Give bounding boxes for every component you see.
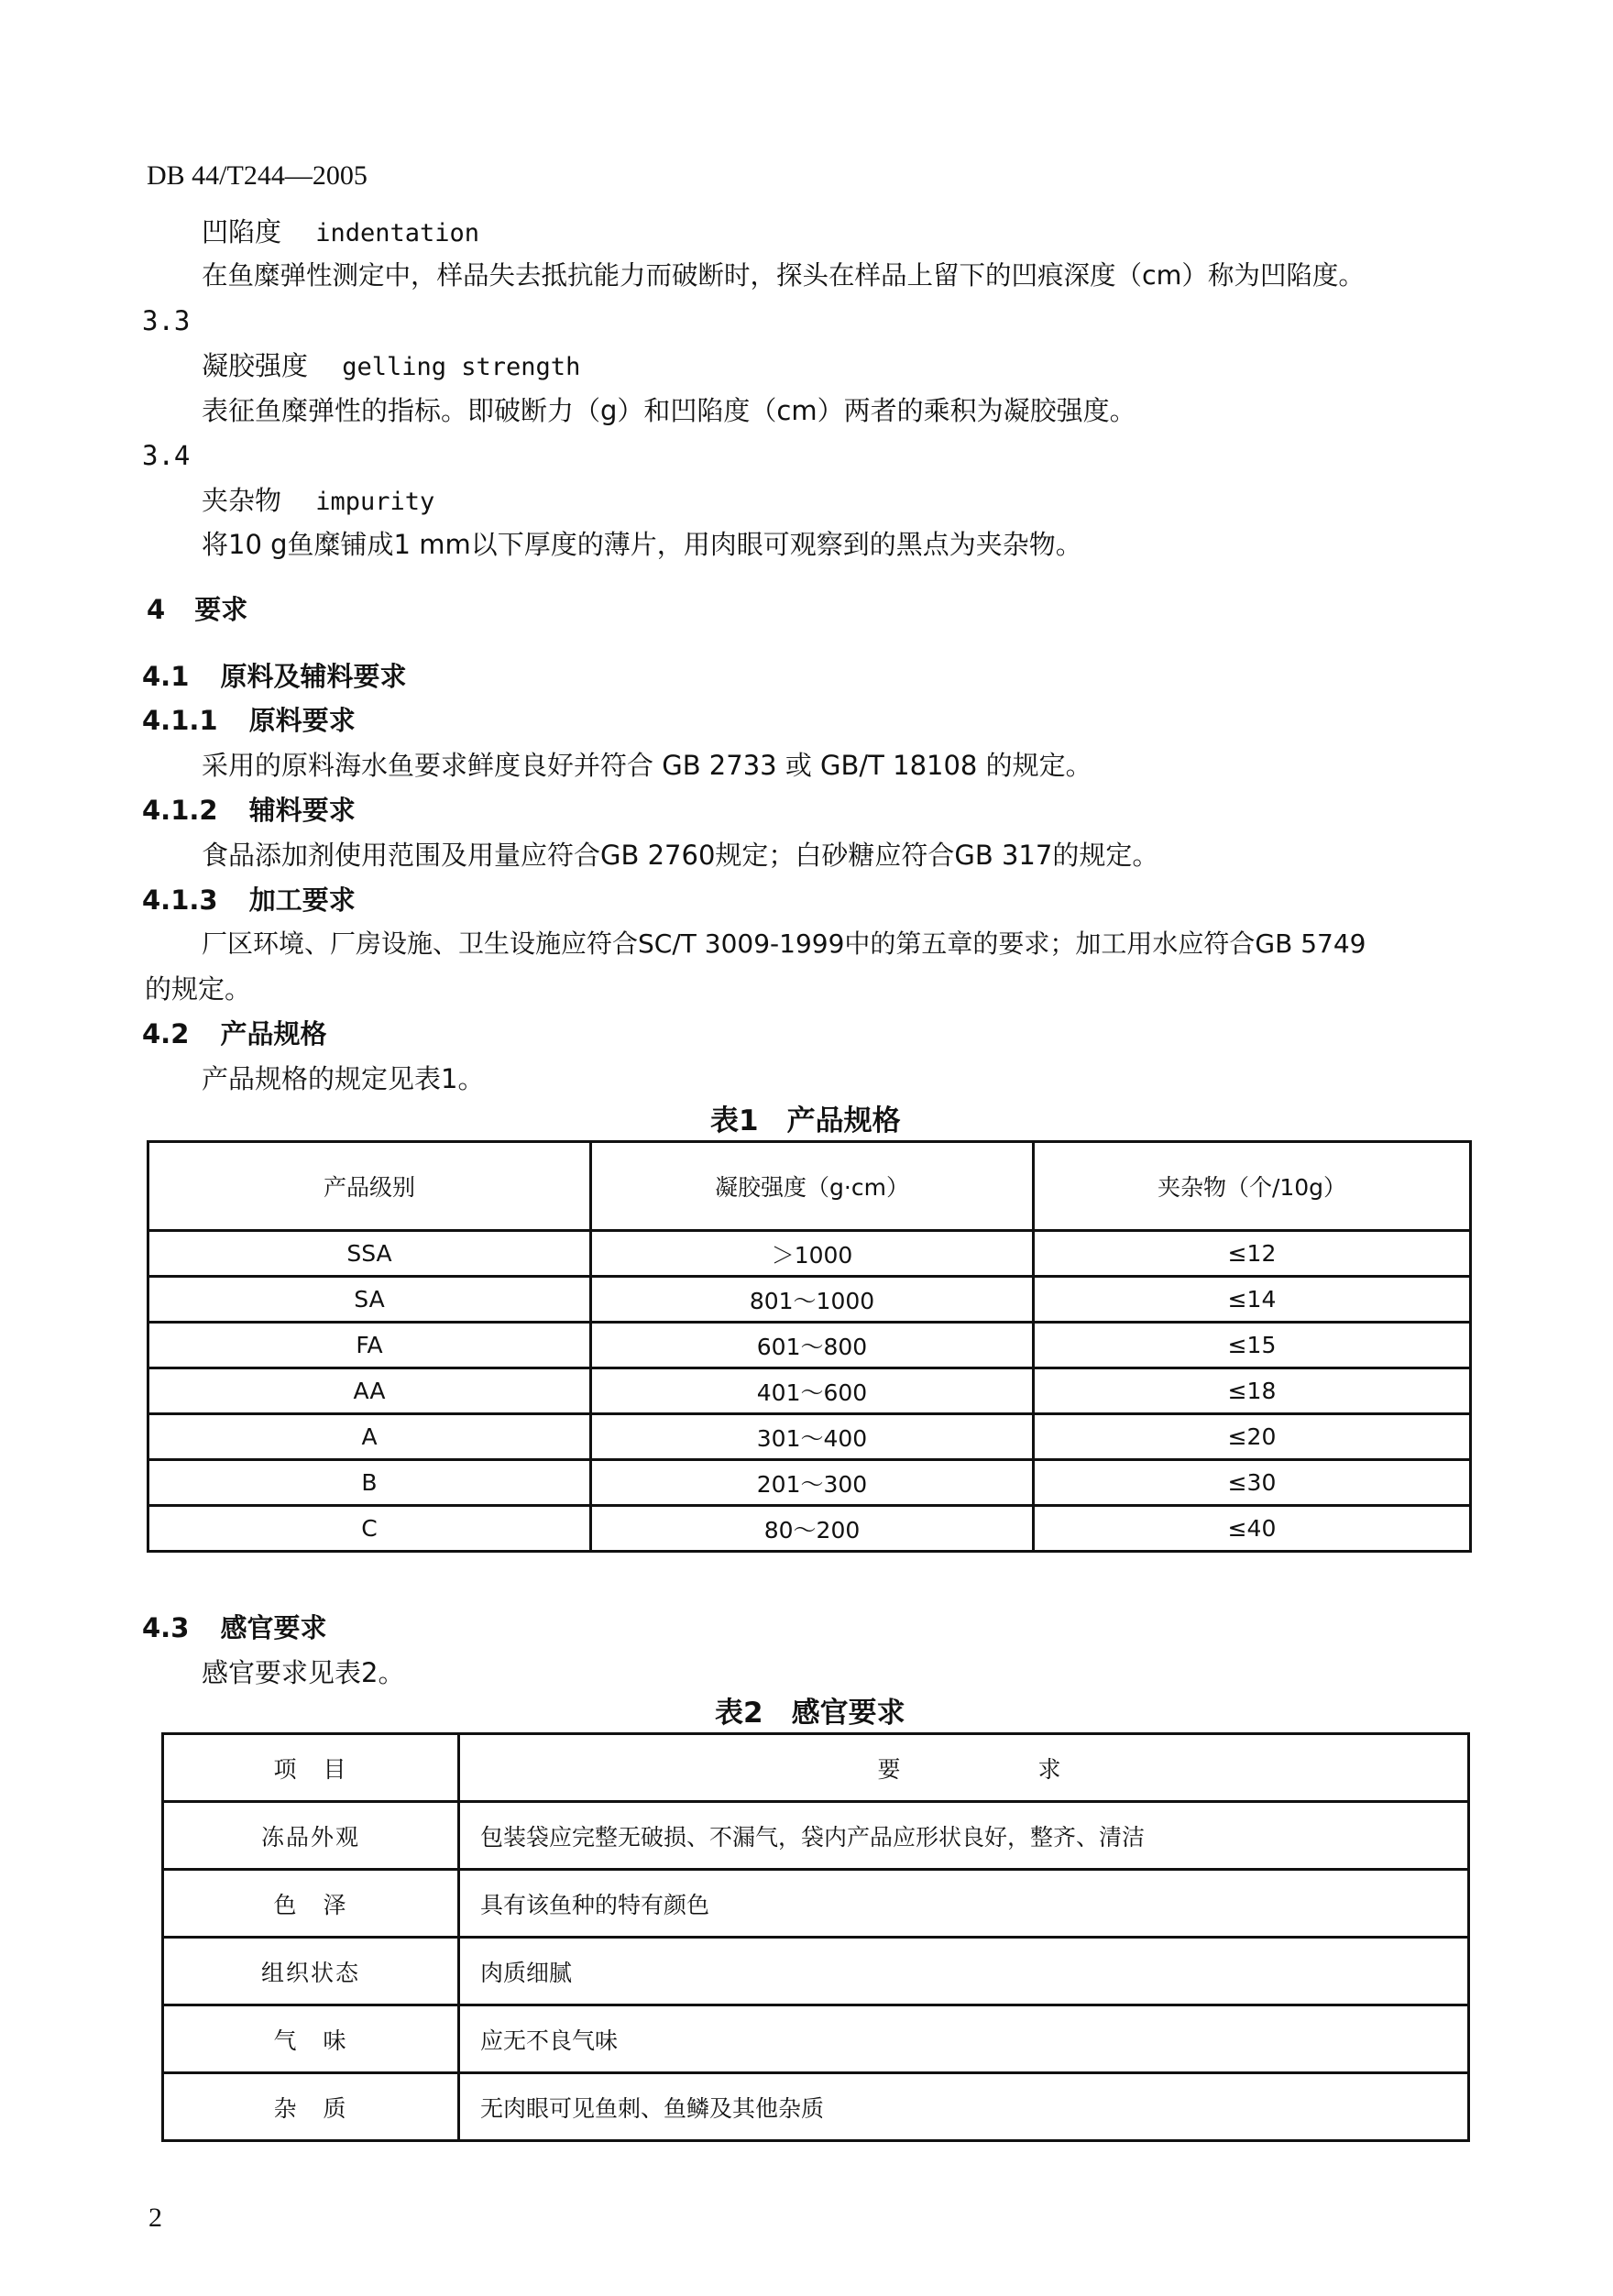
- clause-4-1-1-heading: [142, 702, 356, 739]
- table-row: [163, 2005, 1469, 2073]
- term-3-3: [202, 347, 580, 386]
- table1-cell: ≤12: [1034, 1231, 1471, 1277]
- table1-cell: ≤18: [1034, 1368, 1471, 1414]
- table1-header-row: [148, 1142, 1471, 1231]
- table1-cell: C: [148, 1506, 591, 1552]
- section-4-title: 要求: [194, 594, 248, 625]
- table-row: [148, 1231, 1471, 1277]
- clause-4-2-number: 4.2: [142, 1018, 190, 1049]
- table1-cell: 601～800: [591, 1323, 1034, 1368]
- table-row: [163, 1870, 1469, 1938]
- table1-cell: 401～600: [591, 1368, 1034, 1414]
- clause-4-3-heading: [142, 1609, 327, 1646]
- table1-cell: FA: [148, 1323, 591, 1368]
- clause-4-1-number: 4.1: [142, 661, 190, 692]
- clause-4-3-number: 4.3: [142, 1612, 190, 1643]
- clause-4-2-heading: [142, 1016, 327, 1052]
- clause-4-1-3-text-line2: 的规定。: [145, 973, 252, 1005]
- term-3-2: [202, 214, 479, 252]
- clause-4-1-1-number: 4.1.1: [142, 705, 218, 736]
- table2-requirement-cell: 肉质细腻: [459, 1938, 1469, 2005]
- table2-item-cell: 杂 质: [163, 2073, 459, 2141]
- table1-cell: 201～300: [591, 1460, 1034, 1506]
- table-row: [148, 1323, 1471, 1368]
- table1-caption: 表1 产品规格: [710, 1104, 901, 1137]
- table2-caption: 表2 感官要求: [715, 1697, 905, 1730]
- clause-4-1-2-text: 食品添加剂使用范围及用量应符合GB 2760规定；白砂糖应符合GB 317的规定。: [202, 840, 1159, 871]
- clause-4-1-1-title: 原料要求: [248, 705, 356, 736]
- definition-3-3: 表征鱼糜弹性的指标。即破断力（g）和凹陷度（cm）两者的乘积为凝胶强度。: [202, 395, 1136, 426]
- term-3-4: [202, 482, 434, 521]
- table2-item-cell: 气 味: [163, 2005, 459, 2073]
- term-3-4-en: impurity: [315, 488, 435, 516]
- table-row: [148, 1460, 1471, 1506]
- doc-code: DB 44/T244—2005: [147, 160, 368, 191]
- table-row: [148, 1277, 1471, 1323]
- table2-item-cell: 组织状态: [163, 1938, 459, 2005]
- clause-4-1-2-title: 辅料要求: [248, 795, 356, 826]
- table1-cell: 80～200: [591, 1506, 1034, 1552]
- table2-requirement-cell: 应无不良气味: [459, 2005, 1469, 2073]
- table-row: [163, 2073, 1469, 2141]
- definition-3-4: 将10 g鱼糜铺成1 mm以下厚度的薄片，用肉眼可观察到的黑点为夹杂物。: [202, 529, 1082, 560]
- clause-4-1-3-title: 加工要求: [248, 884, 356, 916]
- clause-number-3-3: 3.3: [142, 305, 191, 336]
- clause-4-1-3-text-line1: 厂区环境、厂房设施、卫生设施应符合SC/T 3009-1999中的第五章的要求；加工用水应符合GB 5749: [202, 928, 1366, 959]
- table1-cell: ≤15: [1034, 1323, 1471, 1368]
- section-4-heading: [147, 591, 247, 628]
- table1-header-impurity: 夹杂物（个/10g）: [1034, 1142, 1471, 1231]
- table2-item-cell: 冻品外观: [163, 1802, 459, 1870]
- table2-requirement-cell: 无肉眼可见鱼刺、鱼鳞及其他杂质: [459, 2073, 1469, 2141]
- table1: [147, 1140, 1472, 1553]
- clause-4-1-2-number: 4.1.2: [142, 795, 218, 826]
- table2-header-row: [163, 1734, 1469, 1802]
- term-3-3-en: gelling strength: [342, 353, 581, 381]
- table1-cell: A: [148, 1414, 591, 1460]
- clause-4-1-3-number: 4.1.3: [142, 884, 218, 916]
- clause-4-1-1-text: 采用的原料海水鱼要求鲜度良好并符合 GB 2733 或 GB/T 18108 的规定。: [202, 750, 1092, 781]
- term-3-4-zh: 夹杂物: [202, 485, 282, 516]
- term-3-2-en: indentation: [315, 219, 480, 247]
- table-row: [163, 1938, 1469, 2005]
- table2-item-cell: 色 泽: [163, 1870, 459, 1938]
- clause-4-2-text: 产品规格的规定见表1。: [202, 1063, 485, 1094]
- table1-header-grade: 产品级别: [148, 1142, 591, 1231]
- table1-cell: ≤14: [1034, 1277, 1471, 1323]
- table1-cell: SA: [148, 1277, 591, 1323]
- table-row: [148, 1506, 1471, 1552]
- table2-requirement-cell: 具有该鱼种的特有颜色: [459, 1870, 1469, 1938]
- section-4-number: 4: [147, 594, 166, 625]
- clause-4-1-title: 原料及辅料要求: [220, 661, 407, 692]
- clause-4-2-title: 产品规格: [220, 1018, 327, 1049]
- clause-number-3-4: 3.4: [142, 440, 191, 471]
- table1-cell: 801～1000: [591, 1277, 1034, 1323]
- table2-header-item: 项 目: [163, 1734, 459, 1802]
- table1-cell: 301～400: [591, 1414, 1034, 1460]
- clause-4-1-2-heading: [142, 792, 356, 829]
- table1-cell: ＞1000: [591, 1231, 1034, 1277]
- table-row: [148, 1368, 1471, 1414]
- clause-4-3-text: 感官要求见表2。: [202, 1657, 405, 1688]
- table1-header-gel-strength: 凝胶强度（g·cm）: [591, 1142, 1034, 1231]
- table1-cell: ≤20: [1034, 1414, 1471, 1460]
- table1-cell: AA: [148, 1368, 591, 1414]
- table2: [161, 1732, 1470, 2142]
- table2-requirement-cell: 包装袋应完整无破损、不漏气，袋内产品应形状良好，整齐、清洁: [459, 1802, 1469, 1870]
- table-row: [163, 1802, 1469, 1870]
- term-3-3-zh: 凝胶强度: [202, 350, 309, 381]
- table1-cell: ≤40: [1034, 1506, 1471, 1552]
- table2-header-requirement: 要 求: [459, 1734, 1469, 1802]
- clause-4-1-3-heading: [142, 882, 356, 918]
- table-row: [148, 1414, 1471, 1460]
- clause-4-3-title: 感官要求: [220, 1612, 327, 1643]
- table1-cell: B: [148, 1460, 591, 1506]
- clause-4-1-heading: [142, 658, 407, 695]
- table1-cell: SSA: [148, 1231, 591, 1277]
- definition-3-2: 在鱼糜弹性测定中，样品失去抵抗能力而破断时，探头在样品上留下的凹痕深度（cm）称为凹陷度。: [202, 260, 1365, 291]
- term-3-2-zh: 凹陷度: [202, 216, 282, 247]
- table1-cell: ≤30: [1034, 1460, 1471, 1506]
- page-number: 2: [148, 2203, 162, 2233]
